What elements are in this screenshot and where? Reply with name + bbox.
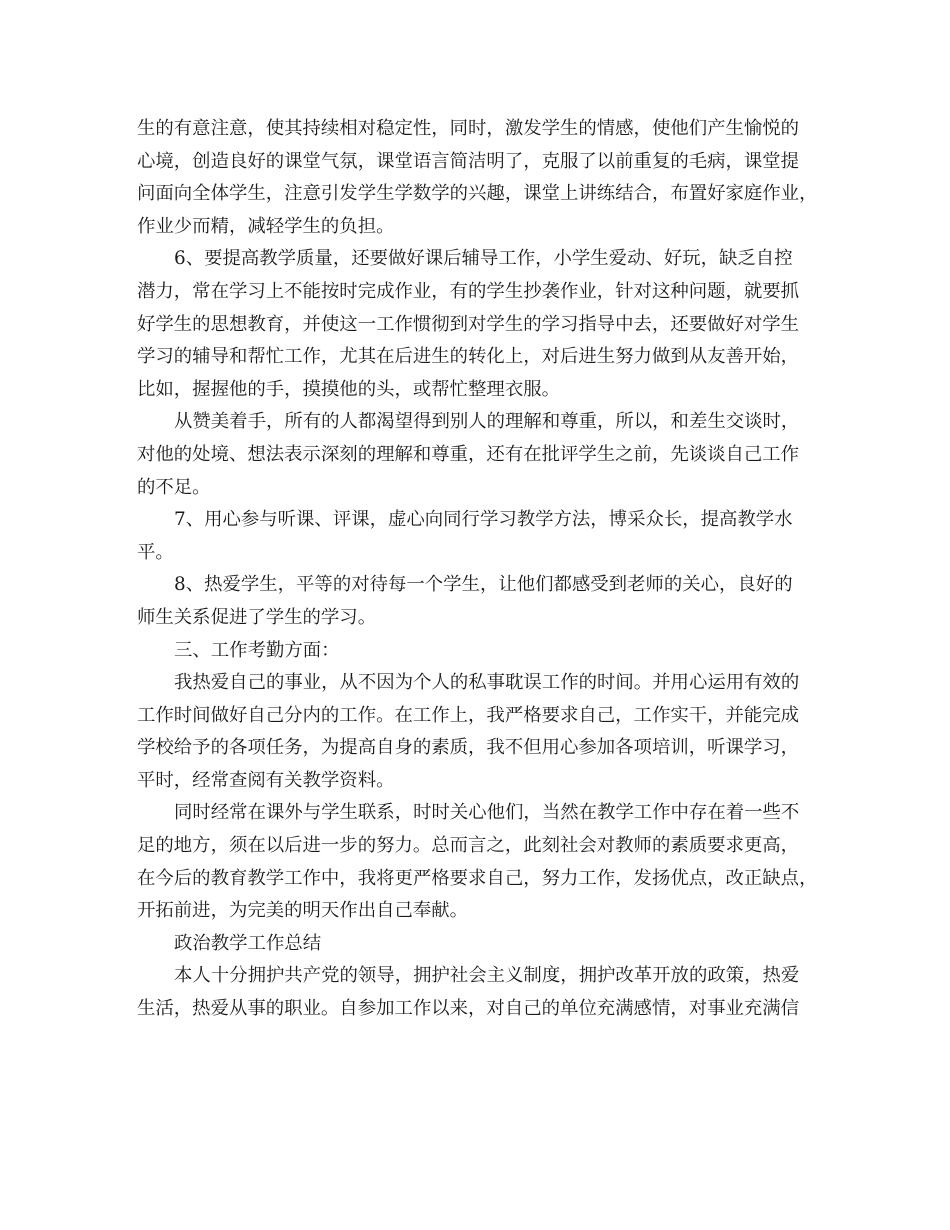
text-line: 我热爱自己的事业，从不因为个人的私事耽误工作的时间。并用心运用有效的 [174, 672, 800, 694]
text-line: 问面向全体学生，注意引发学生学数学的兴趣，课堂上讲练结合，布置好家庭作业， [137, 183, 818, 205]
text-line: 作业少而精，减轻学生的负担。 [137, 215, 395, 237]
text-line: 的不足。 [137, 476, 211, 498]
text-line: 6、要提高教学质量，还要做好课后辅导工作，小学生爱动、好玩，缺乏自控 [174, 248, 793, 270]
text-line: 比如，握握他的手，摸摸他的头，或帮忙整理衣服。 [137, 378, 560, 400]
text-line: 对他的处境、想法表示深刻的理解和尊重，还有在批评学生之前，先谈谈自己工作 [137, 443, 800, 465]
text-line: 从赞美着手，所有的人都渴望得到别人的理解和尊重，所以，和差生交谈时， [174, 411, 800, 433]
text-line: 8、热爱学生，平等的对待每一个学生，让他们都感受到老师的关心，良好的 [174, 574, 793, 596]
text-line: 三、工作考勤方面： [174, 639, 340, 661]
text-line: 政治教学工作总结 [174, 932, 322, 954]
text-line: 平时，经常查阅有关教学资料。 [137, 769, 395, 791]
text-line: 在今后的教育教学工作中，我将更严格要求自己，努力工作，发扬优点，改正缺点， [137, 867, 818, 889]
text-line: 心境，创造良好的课堂气氛，课堂语言简洁明了，克服了以前重复的毛病，课堂提 [137, 150, 800, 172]
document-body [137, 113, 827, 1026]
text-line: 学习的辅导和帮忙工作，尤其在后进生的转化上，对后进生努力做到从友善开始， [137, 346, 800, 368]
text-line: 学校给予的各项任务，为提高自身的素质，我不但用心参加各项培训，听课学习， [137, 737, 800, 759]
text-line: 足的地方，须在以后进一步的努力。总而言之，此刻社会对教师的素质要求更高， [137, 835, 800, 857]
text-line: 潜力，常在学习上不能按时完成作业，有的学生抄袭作业，针对这种问题，就要抓 [137, 280, 800, 302]
text-line: 平。 [137, 541, 174, 563]
text-line: 本人十分拥护共产党的领导，拥护社会主义制度，拥护改革开放的政策，热爱 [174, 965, 800, 987]
text-line: 工作时间做好自己分内的工作。在工作上，我严格要求自己，工作实干，并能完成 [137, 704, 800, 726]
text-line: 开拓前进，为完美的明天作出自己奉献。 [137, 900, 469, 922]
text-line: 7、用心参与听课、评课，虚心向同行学习教学方法，博采众长，提高教学水 [174, 509, 793, 531]
text-line: 师生关系促进了学生的学习。 [137, 606, 377, 628]
text-line: 好学生的思想教育，并使这一工作惯彻到对学生的学习指导中去，还要做好对学生 [137, 313, 800, 335]
text-line: 生的有意注意，使其持续相对稳定性，同时，激发学生的情感，使他们产生愉悦的 [137, 118, 800, 139]
text-line: 同时经常在课外与学生联系，时时关心他们，当然在教学工作中存在着一些不 [174, 802, 800, 824]
text-line: 生活，热爱从事的职业。自参加工作以来，对自己的单位充满感情，对事业充满信 [137, 998, 800, 1020]
